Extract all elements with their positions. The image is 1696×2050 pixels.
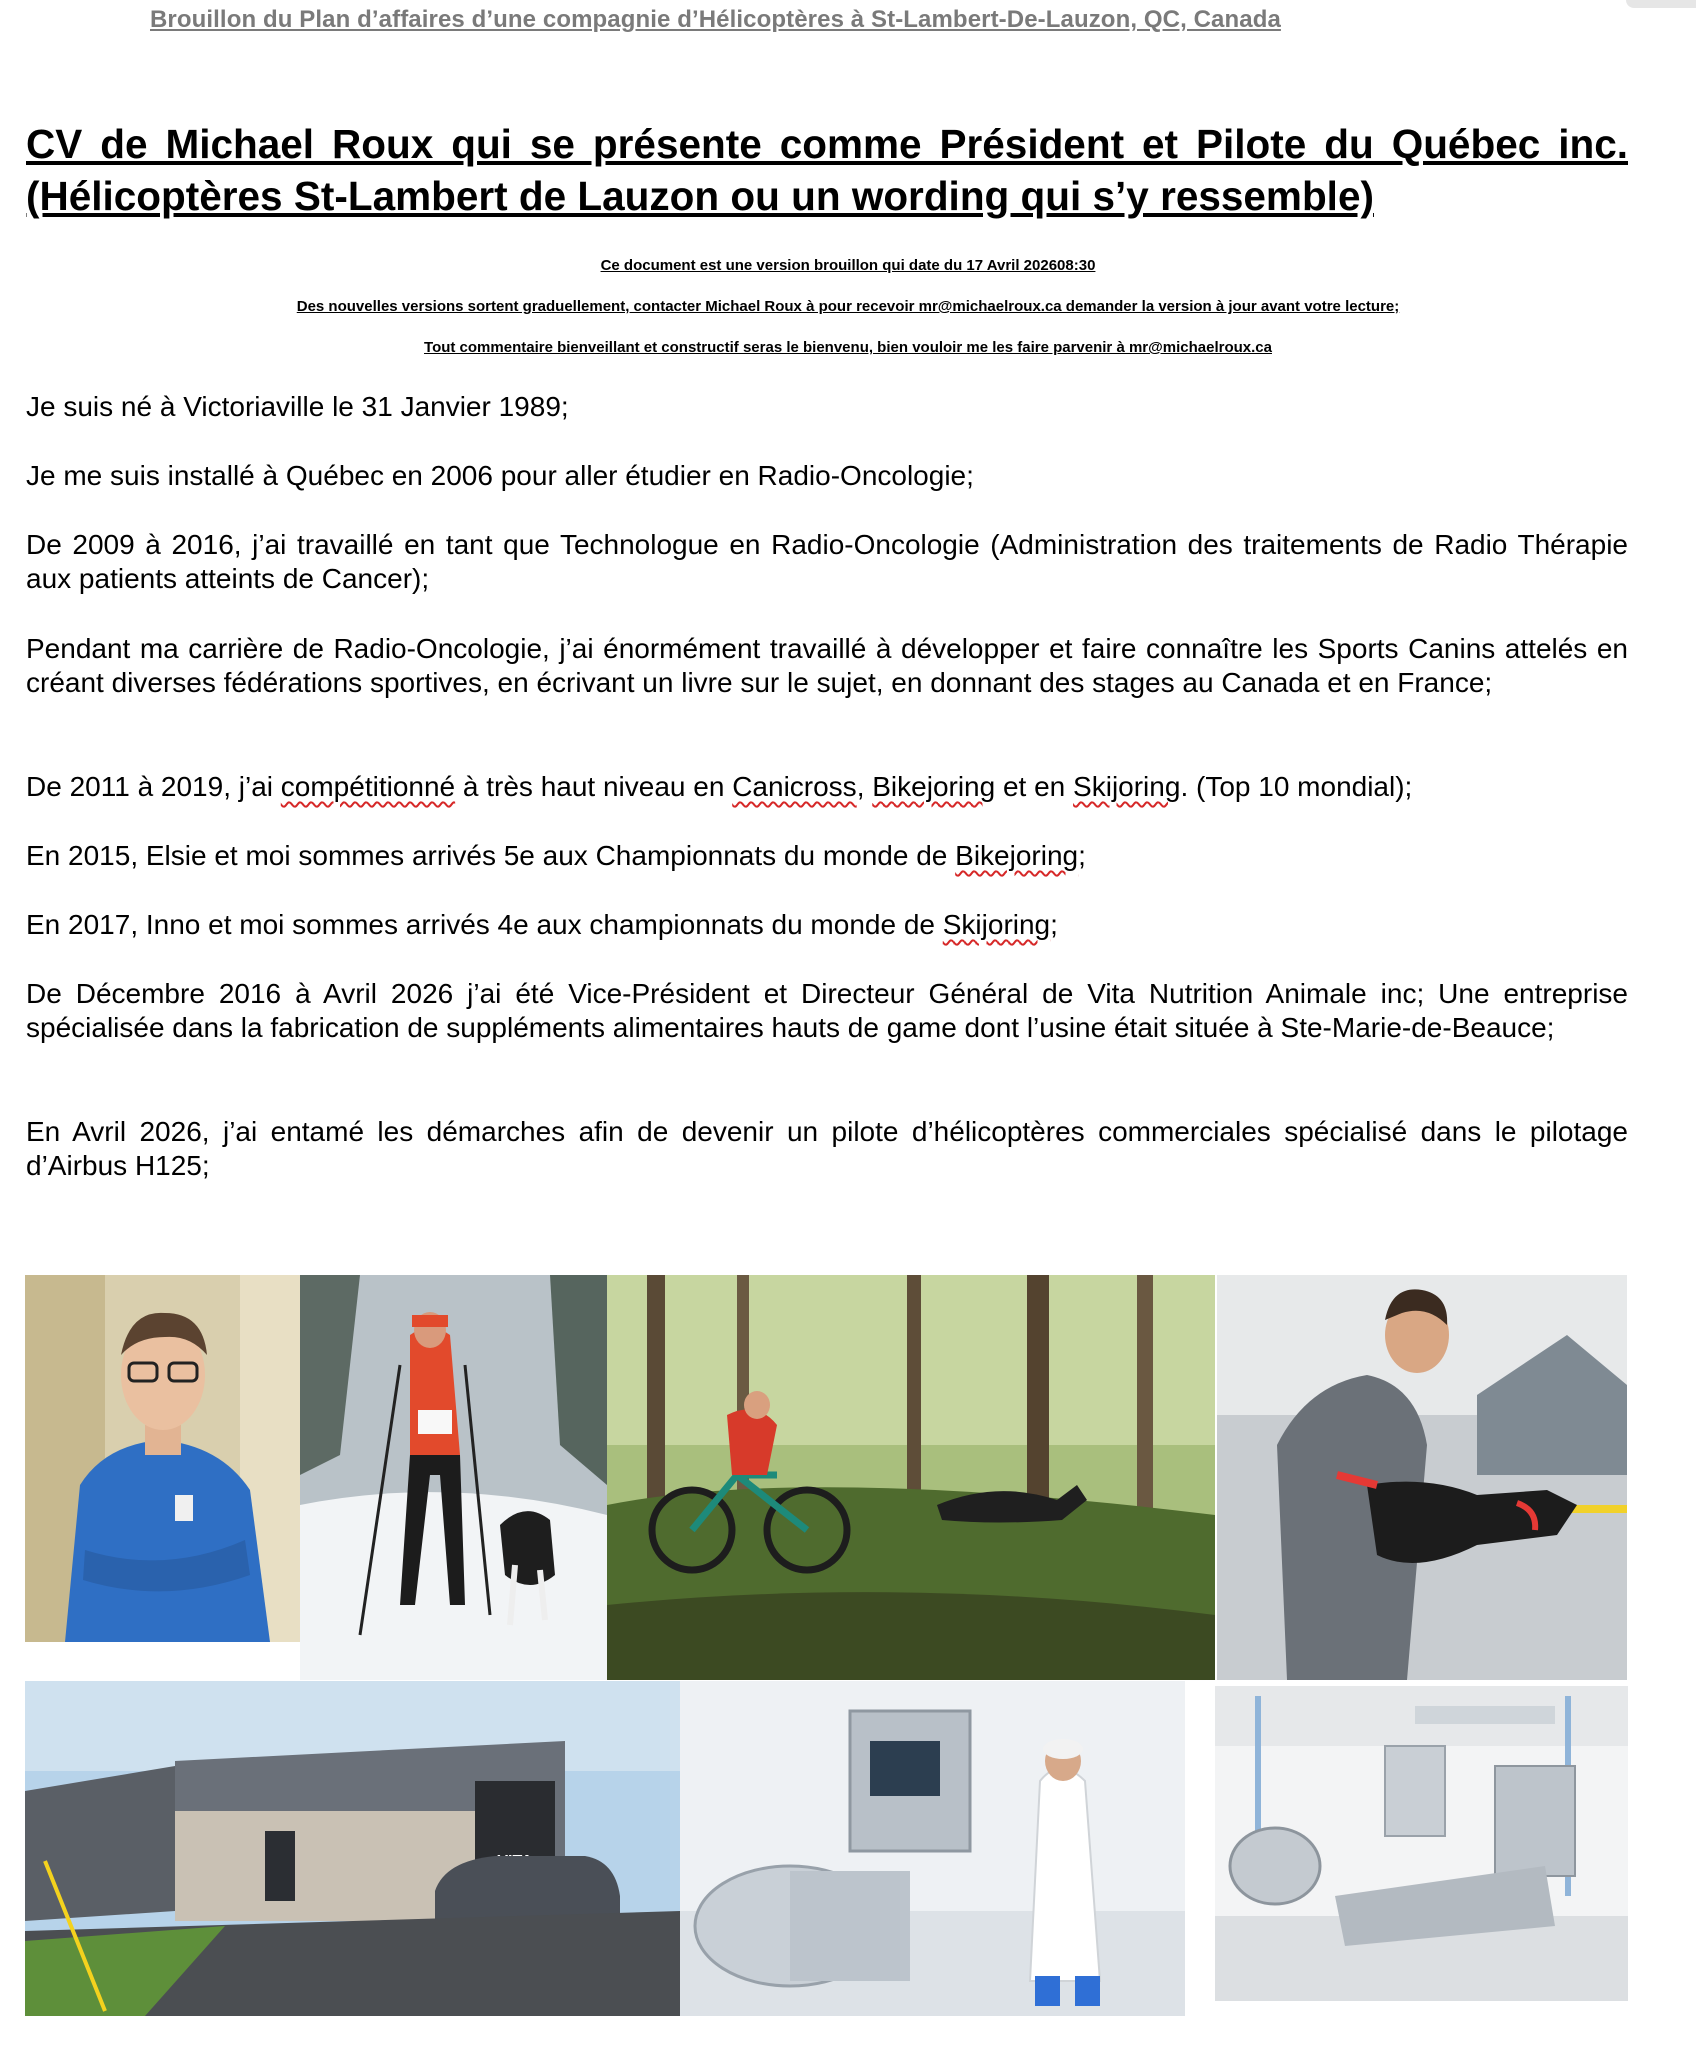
paragraph-canine-sports: Pendant ma carrière de Radio-Oncologie, j’ai énormément travaillé à développer et faire connaître les Sports Canins attelés en créant diverses fédérations sportives, en écrivant un livre sur le sujet, en donnant des stages au Canada et en France; <box>26 633 1628 698</box>
text-run: En 2017, Inno et moi sommes arrivés 4e aux championnats du monde de <box>26 909 943 940</box>
spellcheck-word: Skijoring <box>1073 771 1181 802</box>
portrait-illustration <box>25 1275 300 1642</box>
feedback-note: Tout commentaire bienveillant et constructif seras le bienvenu, bien vouloir me les faire parvenir à mr@michaelroux.ca <box>424 339 1272 356</box>
text-run: . (Top 10 mondial); <box>1180 771 1413 802</box>
paragraph-2017-championship <box>26 908 1628 942</box>
skijoring-photo <box>300 1275 607 1680</box>
text-run: ; <box>1050 909 1058 940</box>
bikejoring-illustration <box>607 1275 1215 1680</box>
text-run: De 2011 à 2019, j’ai <box>26 771 281 802</box>
text-run: En 2015, Elsie et moi sommes arrivés 5e aux Championnats du monde de <box>26 840 956 871</box>
paragraph-helicopter-pilot: En Avril 2026, j’ai entamé les démarches afin de devenir un pilote d’hélicoptères commerciales spécialisé dans le pilotage d’Airbus H125; <box>26 1116 1628 1181</box>
lab-equipment-illustration <box>680 1681 1185 2016</box>
text-run: ; <box>1078 840 1086 871</box>
portrait-photo <box>25 1275 300 1642</box>
running-header: Brouillon du Plan d’affaires d’une compagnie d’Hélicoptères à St-Lambert-De-Lauzon, QC, Canada <box>150 6 1281 33</box>
bikejoring-forest-photo <box>607 1275 1215 1680</box>
canicross-illustration <box>1217 1275 1627 1680</box>
text-run: à très haut niveau en <box>455 771 733 802</box>
production-room-illustration <box>1215 1686 1628 2001</box>
window-corner <box>1626 0 1696 8</box>
spellcheck-word: Canicross <box>732 771 857 802</box>
skijoring-illustration <box>300 1275 607 1680</box>
spellcheck-word: compétitionné <box>280 771 456 802</box>
versions-note: Des nouvelles versions sortent graduellement, contacter Michael Roux à pour recevoir mr@michaelroux.ca demander la version à jour avant votre lecture; <box>296 298 1400 315</box>
paragraph-radio-oncology: De 2009 à 2016, j’ai travaillé en tant que Technologue en Radio-Oncologie (Administration des traitements de Radio Thérapie aux patients atteints de Cancer); <box>26 529 1628 594</box>
spellcheck-word: Bikejoring <box>872 771 996 802</box>
page-title: CV de Michael Roux qui se présente comme Président et Pilote du Québec inc. (Hélicoptères St-Lambert de Lauzon ou un wording qui s’y ressemble) <box>26 121 1628 219</box>
spellcheck-word: Bikejoring <box>955 840 1079 871</box>
draft-date-note: Ce document est une version brouillon qui date du 17 Avril 202608:30 <box>600 257 1096 274</box>
factory-exterior-illustration <box>25 1681 680 2016</box>
paragraph-studies: Je me suis installé à Québec en 2006 pour aller étudier en Radio-Oncologie; <box>26 460 974 491</box>
canicross-dog-photo <box>1217 1275 1627 1680</box>
paragraph-birth: Je suis né à Victoriaville le 31 Janvier 1989; <box>26 391 569 422</box>
paragraph-vita-nutrition: De Décembre 2016 à Avril 2026 j’ai été Vice-Président et Directeur Général de Vita Nutrition Animale inc; Une entreprise spécialisée dans la fabrication de suppléments alimentaires hauts de game dont l’usine était située à Ste-Marie-de-Beauce; <box>26 978 1628 1043</box>
paragraph-2015-championship <box>26 839 1628 873</box>
text-run: , <box>856 771 873 802</box>
spellcheck-word: Skijoring <box>942 909 1051 940</box>
production-room-photo <box>1215 1686 1628 2001</box>
paragraph-competitions <box>26 770 1628 804</box>
text-run: et en <box>995 771 1074 802</box>
lab-equipment-photo <box>680 1681 1185 2016</box>
vita-factory-exterior-photo <box>25 1681 680 2016</box>
